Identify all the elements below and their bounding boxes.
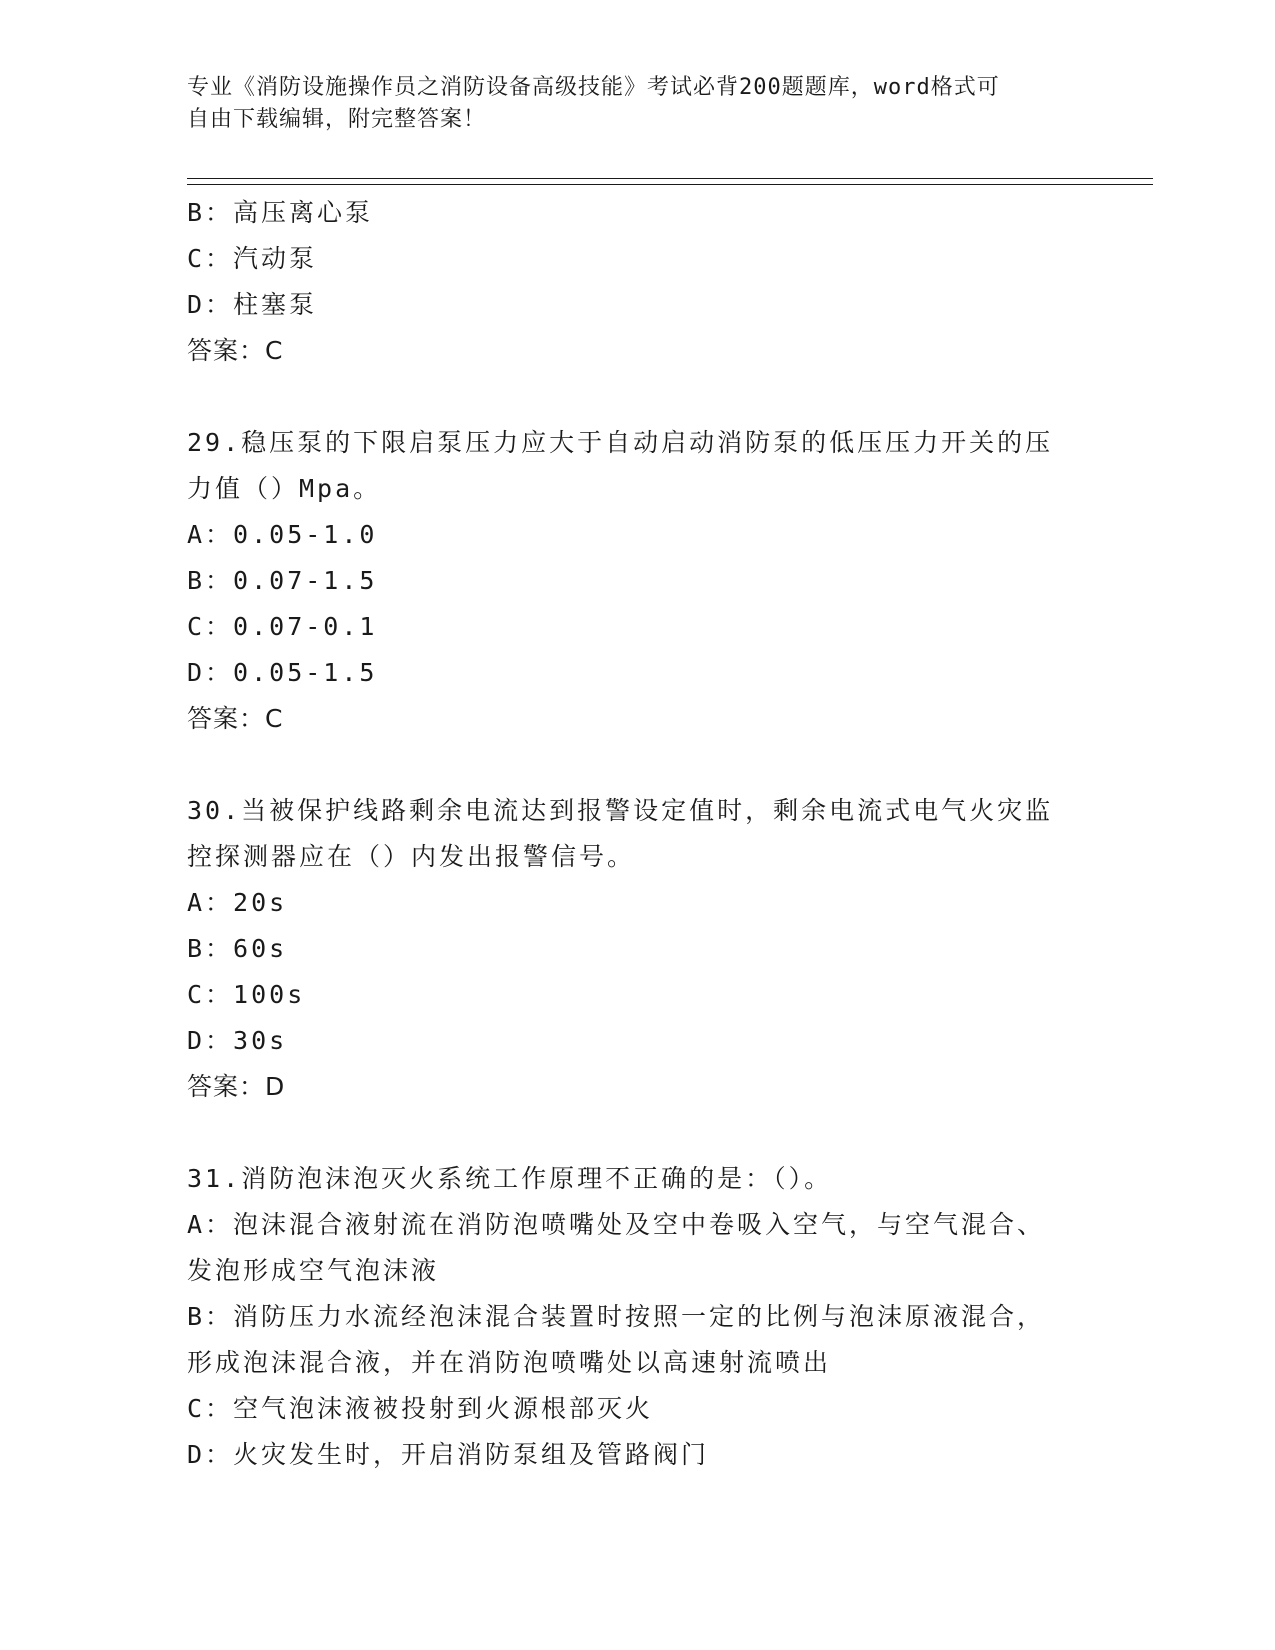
option-a: A：0.05-1.0 [187,520,378,549]
question-30 [187,788,1087,1110]
question-stem: 30.当被保护线路剩余电流达到报警设定值时，剩余电流式电气火灾监 [187,796,1054,825]
option-b: B：60s [187,934,288,963]
option-a: A：20s [187,888,288,917]
option-d: D：火灾发生时，开启消防泵组及管路阀门 [187,1440,710,1469]
spacer [187,374,1087,420]
question-stem-continued: 力值（）Mpa。 [187,474,382,503]
question-stem-continued: 控探测器应在（）内发出报警信号。 [187,842,636,871]
answer-line: 答案：C [187,336,284,365]
option-d: D：0.05-1.5 [187,658,378,687]
document-header [187,72,1067,136]
question-stem: 29.稳压泵的下限启泵压力应大于自动启动消防泵的低压压力开关的压 [187,428,1054,457]
option-b: B：高压离心泵 [187,198,374,227]
question-28 [187,190,1087,374]
header-divider-bottom [187,184,1153,185]
option-b-continued: 形成泡沫混合液，并在消防泡喷嘴处以高速射流喷出 [187,1348,832,1377]
question-stem: 31.消防泡沫泡灭火系统工作原理不正确的是：（）。 [187,1164,833,1193]
question-list [187,190,1087,1478]
option-c: C：100s [187,980,306,1009]
option-d: D：柱塞泵 [187,290,318,319]
option-b: B：消防压力水流经泡沫混合装置时按照一定的比例与泡沫原液混合， [187,1302,1046,1331]
question-31 [187,1156,1087,1478]
header-line-2: 自由下载编辑，附完整答案！ [187,107,487,132]
question-29 [187,420,1087,742]
answer-line: 答案：D [187,1072,286,1101]
option-c: C：汽动泵 [187,244,318,273]
header-line-1: 专业《消防设施操作员之消防设备高级技能》考试必背200题题库，word格式可 [187,75,1000,100]
option-a-continued: 发泡形成空气泡沫液 [187,1256,440,1285]
header-divider-top [187,178,1153,179]
option-b: B：0.07-1.5 [187,566,378,595]
option-c: C：空气泡沫液被投射到火源根部灭火 [187,1394,654,1423]
answer-line: 答案：C [187,704,284,733]
spacer [187,1110,1087,1156]
option-d: D：30s [187,1026,288,1055]
spacer [187,742,1087,788]
option-c: C：0.07-0.1 [187,612,378,641]
option-a: A：泡沫混合液射流在消防泡喷嘴处及空中卷吸入空气，与空气混合、 [187,1210,1046,1239]
